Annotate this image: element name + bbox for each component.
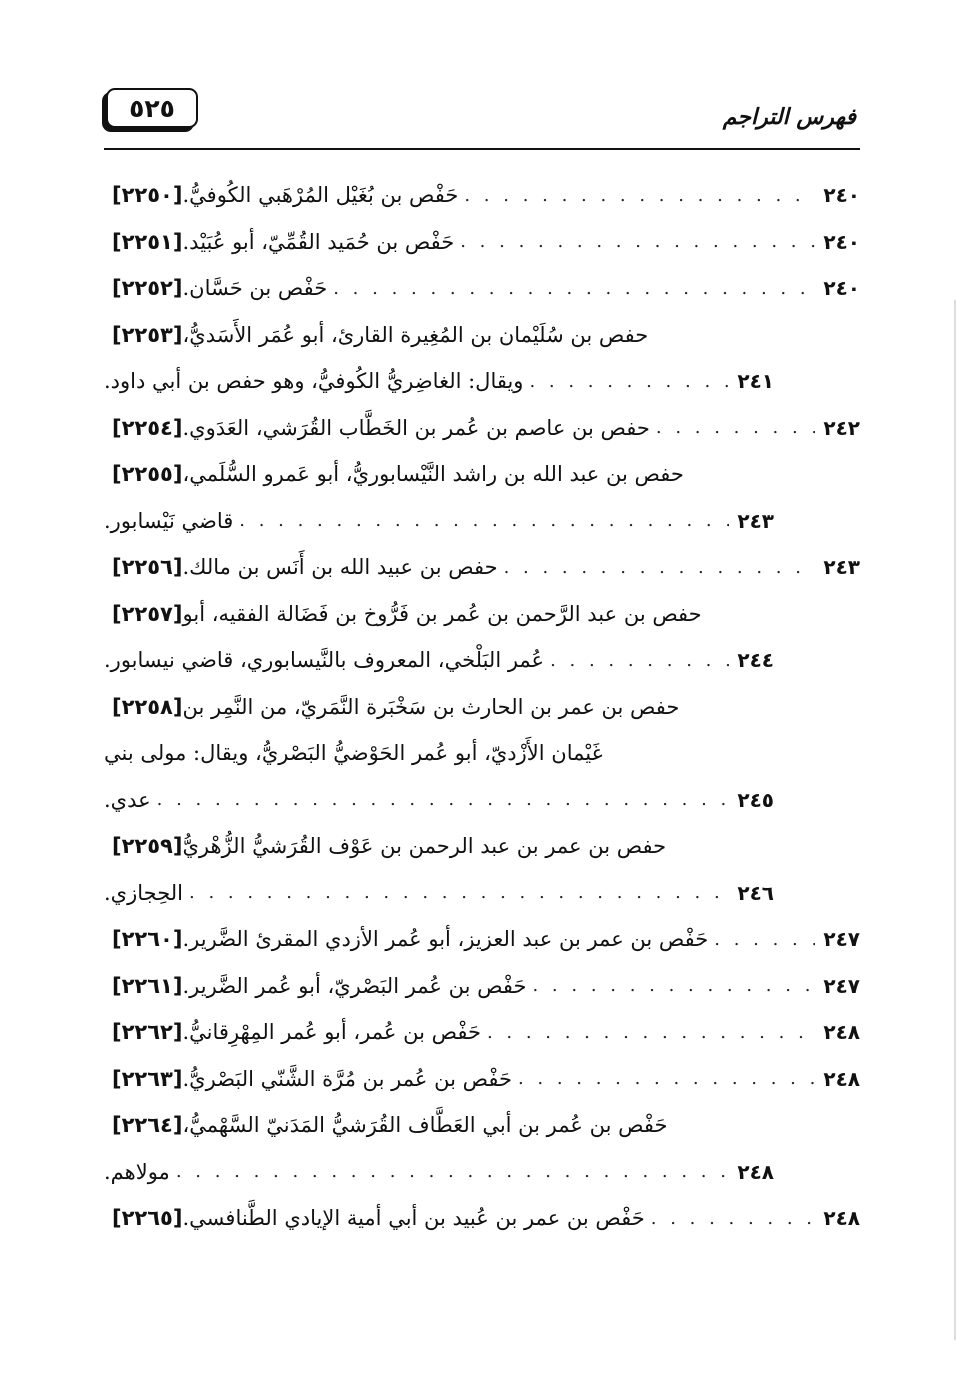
index-entry xyxy=(104,1102,860,1149)
dot-leader xyxy=(714,929,815,950)
entry-page: ٢٤٧ xyxy=(823,927,860,952)
dot-leader xyxy=(333,278,815,299)
index-entry xyxy=(104,730,860,777)
entry-name: حَفْص بن عُمر بن مُرَّة الشَّنّي البَصْريُّ. xyxy=(182,1066,512,1091)
dot-leader xyxy=(176,1161,730,1182)
index-entry xyxy=(104,544,860,591)
index-entry xyxy=(104,637,860,684)
entry-page: ٢٤٣ xyxy=(737,508,774,533)
index-entry xyxy=(104,219,860,266)
index-entry xyxy=(104,1009,860,1056)
entry-name: حَفْص بن عُمر، أبو عُمر المِهْرِقانيُّ. xyxy=(182,1020,481,1045)
index-entry xyxy=(104,684,860,731)
index-entry xyxy=(104,451,860,498)
entry-name: حَفْص بن بُغَيْل المُرْهَبي الكُوفيُّ. xyxy=(182,183,459,208)
index-entry xyxy=(104,358,860,405)
dot-leader xyxy=(532,975,815,996)
index-entry xyxy=(104,1195,860,1242)
entry-name: حفص بن عبيد الله بن أَنَس بن مالك. xyxy=(182,555,498,580)
entry-number: [٢٢٥٠] xyxy=(112,183,183,208)
entry-number: [٢٢٥٤] xyxy=(112,415,183,440)
entry-page: ٢٤٢ xyxy=(823,415,860,440)
index-entry xyxy=(104,265,860,312)
index-entry xyxy=(104,916,860,963)
dot-leader xyxy=(651,1208,816,1229)
entry-page: ٢٤٧ xyxy=(823,973,860,998)
entry-page: ٢٤٨ xyxy=(823,1066,860,1091)
index-entry xyxy=(104,172,860,219)
entry-number: [٢٢٦٠] xyxy=(112,927,183,952)
dot-leader xyxy=(239,510,729,531)
entry-name: حفص بن عمر بن عبد الرحمن بن عَوْف القُرَشيُّ الزُّهْريُّ xyxy=(182,834,667,859)
index-entry xyxy=(104,870,860,917)
dot-leader xyxy=(157,789,730,810)
entry-number: [٢٢٥٨] xyxy=(112,694,183,719)
entry-name: غَيْمان الأَزْديّ، أبو عُمر الحَوْضيُّ البَصْريُّ، ويقال: مولى بني xyxy=(104,741,603,766)
entry-number: [٢٢٦٣] xyxy=(112,1066,183,1091)
entry-number: [٢٢٦٢] xyxy=(112,1020,183,1045)
dot-leader xyxy=(656,417,816,438)
dot-leader xyxy=(487,1022,815,1043)
index-entry xyxy=(104,777,860,824)
entry-name: حَفْص بن حُمَيد القُمِّيّ، أبو عُبَيْد. xyxy=(182,229,455,254)
entry-name: حَفْص بن عُمر بن أبي العَطَّاف القُرَشيُّ المَدَنيّ السَّهْميُّ، xyxy=(182,1113,668,1138)
page-number-box xyxy=(106,88,198,128)
entry-name: حَفْص بن عُمر البَصْريّ، أبو عُمر الضَّرير. xyxy=(182,973,527,998)
index-entry xyxy=(104,1056,860,1103)
entry-name: حفص بن عبد الله بن راشد النَّيْسابوريُّ، أبو عَمرو السُّلَمي، xyxy=(182,462,684,487)
index-entry xyxy=(104,498,860,545)
index-entry xyxy=(104,591,860,638)
index-entry xyxy=(104,405,860,452)
entry-number: [٢٢٥٥] xyxy=(112,462,183,487)
entry-name: حفص بن سُلَيْمان بن المُغِيرة القارئ، أبو عُمَر الأَسَديُّ، xyxy=(182,322,649,347)
entry-number: [٢٢٦١] xyxy=(112,973,183,998)
entry-name: حَفْص بن عمر بن عبد العزيز، أبو عُمر الأزدي المقرئ الضَّرير. xyxy=(182,927,709,952)
dot-leader xyxy=(464,185,815,206)
entry-number: [٢٢٥٧] xyxy=(112,601,183,626)
entry-number: [٢٢٥٢] xyxy=(112,276,183,301)
entry-page: ٢٤٤ xyxy=(737,648,774,673)
entry-page: ٢٤٥ xyxy=(737,787,774,812)
entry-page: ٢٤٦ xyxy=(737,880,774,905)
entry-name: حفص بن عاصم بن عُمر بن الخَطَّاب القُرَشي، العَدَوي. xyxy=(182,415,650,440)
entry-number: [٢٢٥٣] xyxy=(112,322,183,347)
entry-name: عدي. xyxy=(104,787,151,812)
entry-page: ٢٤٠ xyxy=(823,276,860,301)
entry-page: ٢٤٣ xyxy=(823,555,860,580)
entry-name: حفص بن عمر بن الحارث بن سَخْبَرة النَّمَريّ، من النَّمِر بن xyxy=(182,694,680,719)
entry-number: [٢٢٥٩] xyxy=(112,834,183,859)
dot-leader xyxy=(460,231,815,252)
entry-number: [٢٢٦٤] xyxy=(112,1113,183,1138)
entry-name: حَفْص بن عمر بن عُبيد بن أبي أمية الإيادي الطَّنافسي. xyxy=(182,1206,645,1231)
entry-name: قاضي نَيْسابور. xyxy=(104,508,234,533)
page-number: ٥٢٥ xyxy=(129,93,175,123)
dot-leader xyxy=(518,1068,815,1089)
index-entry xyxy=(104,963,860,1010)
entry-number: [٢٢٥٦] xyxy=(112,555,183,580)
index-entry xyxy=(104,823,860,870)
entry-name: حَفْص بن حَسَّان. xyxy=(182,276,328,301)
entry-page: ٢٤٨ xyxy=(823,1020,860,1045)
index-entry xyxy=(104,312,860,359)
entry-page: ٢٤٨ xyxy=(823,1206,860,1231)
dot-leader xyxy=(189,882,729,903)
dot-leader xyxy=(504,557,816,578)
entry-number: [٢٢٦٥] xyxy=(112,1206,183,1231)
entry-name: الحِجازي. xyxy=(104,880,183,905)
dot-leader xyxy=(529,371,729,392)
entry-number: [٢٢٥١] xyxy=(112,229,183,254)
entry-name: مولاهم. xyxy=(104,1159,170,1184)
header-rule xyxy=(104,148,860,150)
entry-page: ٢٤١ xyxy=(737,369,774,394)
entry-page: ٢٤٨ xyxy=(737,1159,774,1184)
entry-name: عُمر البَلْخي، المعروف بالنَّيسابوري، قاضي نيسابور. xyxy=(104,648,545,673)
running-title: فهرس التراجم xyxy=(722,104,856,130)
entry-name: حفص بن عبد الرَّحمن بن عُمر بن فَرُّوخ بن فَضَالة الفقيه، أبو xyxy=(182,601,702,626)
dot-leader xyxy=(550,650,729,671)
entry-page: ٢٤٠ xyxy=(823,229,860,254)
entry-name: ويقال: الغاضِريُّ الكُوفيُّ، وهو حفص بن أبي داود. xyxy=(104,369,524,394)
entry-page: ٢٤٠ xyxy=(823,183,860,208)
index-entry xyxy=(104,1149,860,1196)
index-entries xyxy=(104,172,860,1242)
